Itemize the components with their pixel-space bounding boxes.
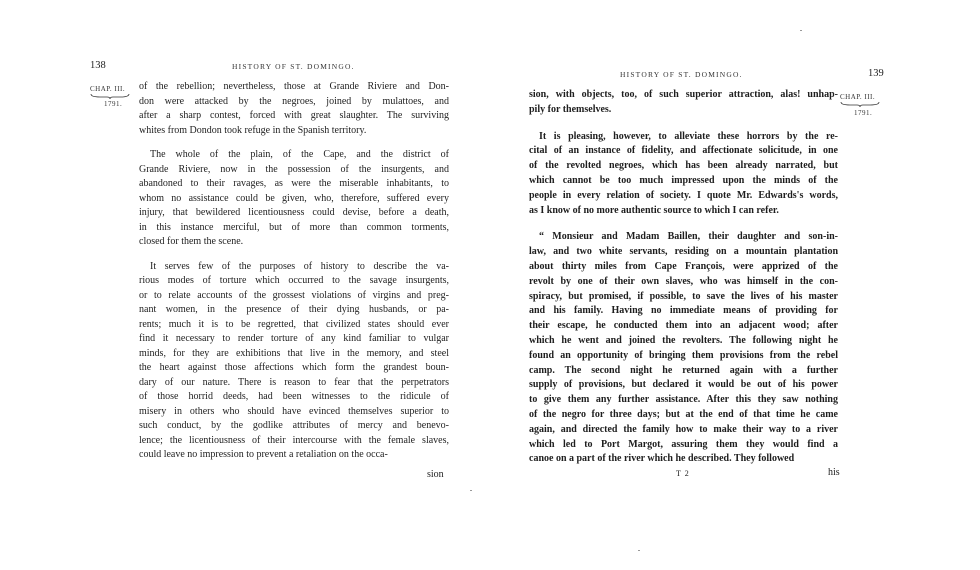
text-line: people in every relation of society. I quote Mr. Edwards's words, bbox=[529, 189, 838, 201]
text-line: misery in others who should have evinced themselves superior to bbox=[139, 405, 449, 417]
text-line: canoe on a part of the river which he described. They followed bbox=[529, 453, 795, 465]
text-line: such conduct, by the godlike attributes of mercy and benevo- bbox=[139, 420, 449, 431]
text-line: camp. The second night he returned again with a further bbox=[529, 364, 838, 376]
margin-year: 1791. bbox=[104, 100, 123, 108]
catchword: his bbox=[828, 467, 840, 478]
text-line: which he went and joined the revolters. The following night he bbox=[529, 335, 838, 346]
text-line: rious modes of torture which occurred to the savage insurgents, bbox=[139, 275, 449, 286]
margin-chapter: CHAP. III. bbox=[840, 93, 876, 101]
text-line: which cannot be too much impressed upon the minds of the bbox=[529, 175, 838, 186]
margin-brace-icon bbox=[840, 101, 880, 107]
text-line: as I know of no more authentic source to which I can refer. bbox=[529, 204, 779, 216]
text-line: It serves few of the purposes of history to describe the va- bbox=[150, 260, 449, 272]
text-line: rents; much it is to be regretted, that civilized states should ever bbox=[139, 318, 449, 330]
text-line: in this instance merciful, but of more than common torments, bbox=[139, 221, 449, 233]
text-line: revolt by one of their own slaves, who was himself in the con- bbox=[529, 275, 838, 287]
page-number: 138 bbox=[90, 60, 106, 71]
text-line: The whole of the plain, of the Cape, and the district of bbox=[150, 149, 449, 160]
text-line: don were attacked by the negroes, joined by mulattoes, and bbox=[139, 95, 449, 107]
text-line: lence; the licentiousness of their intercourse with the female slaves, bbox=[139, 434, 449, 446]
text-line: again, and directed the family how to make their way to a river bbox=[529, 423, 838, 435]
running-head: HISTORY OF ST. DOMINGO. bbox=[232, 62, 355, 71]
text-line: of those horrid deeds, had been witnesses to the ridicule of bbox=[139, 391, 449, 402]
signature-mark: T 2 bbox=[676, 469, 690, 478]
text-line: about thirty miles from Cape François, were apprized of the bbox=[529, 261, 838, 272]
margin-year: 1791. bbox=[854, 109, 873, 117]
paper-speck bbox=[470, 490, 472, 491]
text-line: closed for them the scene. bbox=[139, 236, 244, 247]
text-line: Grande Riviere, now in the possession of the insurgents, and bbox=[139, 163, 449, 175]
text-line: after a sharp contest, forced with great slaughter. The surviving bbox=[139, 110, 449, 121]
text-line: found an opportunity of bringing them provisions from the rebel bbox=[529, 349, 838, 361]
text-line: “ Monsieur and Madam Baillen, their daughter and son-in- bbox=[539, 231, 838, 243]
text-line: minds, for they are exhibitions that live in the memory, and steel bbox=[139, 347, 449, 359]
paper-speck bbox=[800, 30, 802, 31]
text-line: could leave no impression to prevent a retaliation on the occa- bbox=[139, 449, 388, 460]
text-line: abandoned to their ravages, as were the miserable inhabitants, to bbox=[139, 178, 449, 189]
text-line: pily for themselves. bbox=[529, 103, 612, 115]
text-line: sion, with objects, too, of such superior attraction, alas! unhap- bbox=[529, 89, 838, 100]
right-page bbox=[490, 0, 980, 570]
text-line: spiracy, but promised, if possible, to save the lives of his master bbox=[529, 290, 838, 302]
paper-speck bbox=[638, 550, 640, 551]
text-line: whites from Dondon took refuge in the Spanish territory. bbox=[139, 124, 367, 136]
running-head: HISTORY OF ST. DOMINGO. bbox=[620, 70, 743, 79]
text-line: the heart against those affections which form the grandest boun- bbox=[139, 362, 449, 373]
text-line: injury, that bewildered licentiousness could devise, before a death, bbox=[139, 207, 449, 218]
text-line: of the rebellion; nevertheless, those at Grande Riviere and Don- bbox=[139, 81, 449, 92]
text-line: or to relate accounts of the grossest violations of virgins and preg- bbox=[139, 289, 449, 301]
text-line: and his family. Having no immediate means of providing for bbox=[529, 305, 838, 317]
text-line: their escape, he conducted them into an adjacent wood; after bbox=[529, 320, 838, 332]
text-line: dary of our nature. There is reason to fear that the perpetrators bbox=[139, 376, 449, 388]
text-line: of the negro for three days; but at the end of that time he came bbox=[529, 409, 838, 420]
margin-chapter: CHAP. III. bbox=[90, 85, 126, 93]
text-line: to give them any further assistance. After this they saw nothing bbox=[529, 394, 838, 406]
text-line: cital of an instance of fidelity, and affectionate solicitude, in one bbox=[529, 145, 838, 157]
text-line: of the revolted negroes, which has been already narrated, but bbox=[529, 160, 838, 172]
catchword: sion bbox=[427, 469, 444, 480]
text-line: supply of provisions, but declared it would be out of his power bbox=[529, 379, 838, 391]
text-line: law, and two white servants, residing on a mountain plantation bbox=[529, 246, 838, 258]
text-line: which led to Port Margot, assuring them they would find a bbox=[529, 438, 838, 450]
text-line: nant women, in the presence of their dying husbands, or pa- bbox=[139, 304, 449, 315]
page-number: 139 bbox=[868, 68, 884, 79]
text-line: find it necessary to render torture of any kind familiar to vulgar bbox=[139, 333, 449, 344]
text-line: It is pleasing, however, to alleviate these horrors by the re- bbox=[539, 130, 838, 142]
text-line: whom no assistance could be given, who, therefore, suffered every bbox=[139, 192, 449, 204]
